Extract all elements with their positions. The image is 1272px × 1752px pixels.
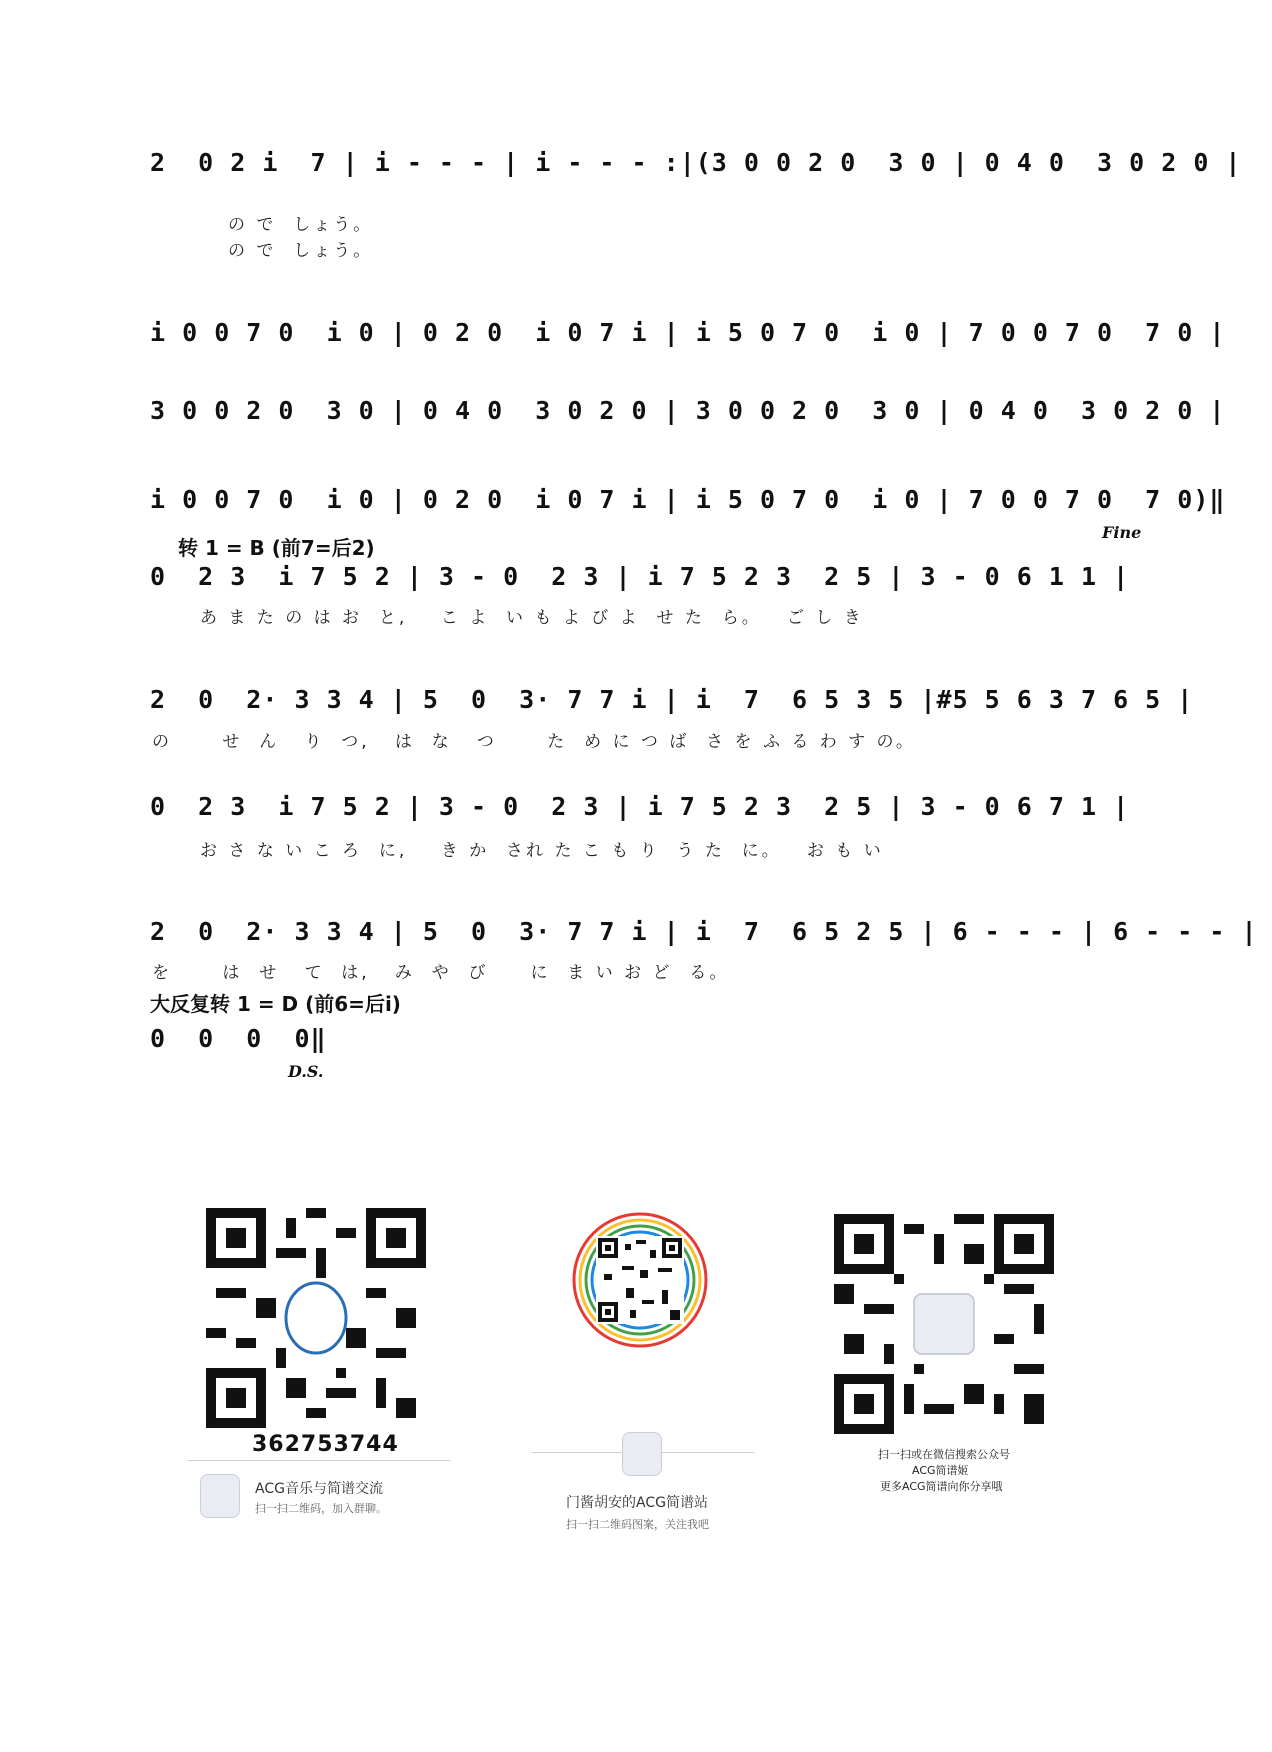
wechat-line-1: 扫一扫或在微信搜索公众号 [878, 1448, 1010, 1461]
site-subtitle: 扫一扫二维码图案，关注我吧 [566, 1518, 709, 1531]
wechat-line-2: ACG简谱姬 [912, 1464, 969, 1477]
fine-mark: Fine [1102, 523, 1142, 542]
qq-group-number: 362753744 [252, 1432, 399, 1457]
modulation-1: 转 1 = B (前7=后2) [178, 536, 375, 560]
group-title: ACG音乐与简谱交流 [255, 1481, 383, 1497]
site-qr-code[interactable] [570, 1210, 710, 1350]
staff-row-6: 2 0 2· 3 3 4 | 5 0 3· 7 7 i | i 7 6 5 3 5 |#5 5 6 3 7 6 5 | [150, 685, 1194, 714]
staff-row-1: 2 0 2 i 7 | i - - - | i - - - :|(3 0 0 2 0 3 0 | 0 4 0 3 0 2 0 | [150, 148, 1242, 177]
avatar [200, 1474, 240, 1518]
divider [188, 1460, 450, 1461]
staff-row-8: 2 0 2· 3 3 4 | 5 0 3· 7 7 i | i 7 6 5 2 5 | 6 - - - | 6 - - - | [150, 917, 1258, 946]
site-title: 门酱胡安的ACG简谱站 [566, 1495, 708, 1511]
staff-row-4: i 0 0 7 0 i 0 | 0 2 0 i 0 7 i | i 5 0 7 0 i 0 | 7 0 0 7 0 7 0)‖ [150, 485, 1226, 514]
staff-row-3: 3 0 0 2 0 3 0 | 0 4 0 3 0 2 0 | 3 0 0 2 0 3 0 | 0 4 0 3 0 2 0 | [150, 396, 1226, 425]
staff-row-9: 0 0 0 0‖ [150, 1024, 327, 1053]
qr-pattern-icon [206, 1208, 426, 1428]
lyric-row-1a: の で しょう。 [228, 215, 374, 235]
ds-mark: D.S. [288, 1062, 324, 1081]
lyric-row-7: お さ な い こ ろ に, き か され た こ も り う た に。 お も い [200, 841, 884, 861]
lyric-row-1b: の で しょう。 [228, 241, 374, 261]
lyric-row-5: あ ま た の は お と, こ よ い も よ び よ せ た ら。 ご し き [200, 608, 864, 628]
staff-row-5: 0 2 3 i 7 5 2 | 3 - 0 2 3 | i 7 5 2 3 2 5 | 3 - 0 6 1 1 | [150, 562, 1130, 591]
staff-row-2: i 0 0 7 0 i 0 | 0 2 0 i 0 7 i | i 5 0 7 0 i 0 | 7 0 0 7 0 7 0 | [150, 318, 1226, 347]
qr-pattern-icon [834, 1214, 1054, 1434]
lyric-row-6: の せ ん り つ, は な つ た め に つ ば さ を ふ る わ す の。 [152, 732, 916, 752]
lyric-row-8: を は せ て は, み や び に ま い お ど る。 [152, 963, 730, 983]
group-subtitle: 扫一扫二维码，加入群聊。 [255, 1502, 387, 1515]
wechat-qr-code[interactable] [834, 1214, 1054, 1434]
modulation-2: 大反复转 1 = D (前6=后i) [150, 992, 401, 1016]
avatar [622, 1432, 662, 1476]
staff-row-7: 0 2 3 i 7 5 2 | 3 - 0 2 3 | i 7 5 2 3 2 5 | 3 - 0 6 7 1 | [150, 792, 1130, 821]
qq-group-qr-code[interactable] [206, 1208, 426, 1428]
wechat-line-3: 更多ACG简谱向你分享哦 [880, 1480, 1003, 1493]
fingerprint-qr-icon [570, 1210, 710, 1350]
